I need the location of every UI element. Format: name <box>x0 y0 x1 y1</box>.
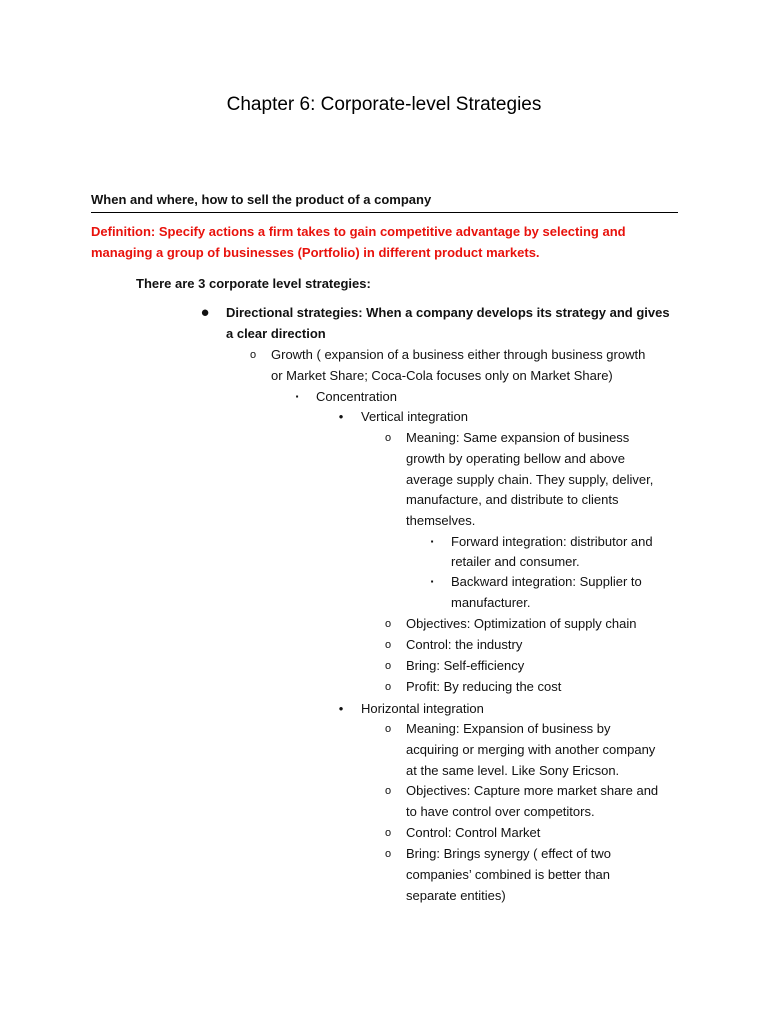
outline-h-meaning-2: acquiring or merging with another company <box>406 742 656 757</box>
section-heading: When and where, how to sell the product of a company <box>91 190 678 213</box>
outline-h-control: Control: Control Market <box>406 825 541 840</box>
outline-h-objectives-1: Objectives: Capture more market share and <box>406 783 659 798</box>
intro-text: There are 3 corporate level strategies: <box>136 276 371 291</box>
outline-growth-line1: Growth ( expansion of a business either through business growth <box>271 347 646 362</box>
outline-h-bring-2: companies’ combined is better than <box>406 867 611 882</box>
outline-growth-line2: or Market Share; Coca-Cola focuses only on Market Share) <box>271 368 613 383</box>
bullet-square-icon: ▪ <box>430 537 434 546</box>
outline-v-meaning-4: manufacture, and distribute to clients <box>406 492 619 507</box>
bullet-circle-icon: o <box>384 660 392 672</box>
bullet-circle-icon: o <box>384 432 392 444</box>
outline-backward-1: Backward integration: Supplier to <box>451 574 642 589</box>
outline-v-bring: Bring: Self-efficiency <box>406 658 525 673</box>
bullet-dot-icon: • <box>338 409 344 424</box>
outline-horizontal-integration: Horizontal integration <box>361 701 484 716</box>
definition-text: Definition: Specify actions a firm takes to gain competitive advantage by selecting and managing a group of businesses (Portfolio) in different product markets. <box>91 224 626 260</box>
bullet-circle-icon: o <box>384 618 392 630</box>
bullet-circle-icon: o <box>249 349 257 361</box>
outline-forward-2: retailer and consumer. <box>451 554 580 569</box>
outline-concentration: Concentration <box>316 389 397 404</box>
bullet-circle-icon: o <box>384 723 392 735</box>
outline-h-meaning-1: Meaning: Expansion of business by <box>406 721 611 736</box>
outline-v-meaning-1: Meaning: Same expansion of business <box>406 430 630 445</box>
bullet-circle-icon: o <box>384 848 392 860</box>
bullet-disc-icon: ● <box>200 304 210 321</box>
bullet-circle-icon: o <box>384 681 392 693</box>
chapter-title: Chapter 6: Corporate-level Strategies <box>226 94 542 115</box>
outline-directional-line1: Directional strategies: When a company develops its strategy and gives <box>226 305 670 320</box>
bullet-circle-icon: o <box>384 827 392 839</box>
outline-v-control: Control: the industry <box>406 637 523 652</box>
outline-h-bring-1: Bring: Brings synergy ( effect of two <box>406 846 611 861</box>
outline-directional-line2: a clear direction <box>226 326 326 341</box>
bullet-dot-icon: • <box>338 701 344 716</box>
bullet-square-icon: ▪ <box>430 577 434 586</box>
outline-h-bring-3: separate entities) <box>406 888 506 903</box>
outline-h-objectives-2: to have control over competitors. <box>406 804 595 819</box>
bullet-square-icon: ▪ <box>295 392 299 401</box>
bullet-circle-icon: o <box>384 639 392 651</box>
outline-forward-1: Forward integration: distributor and <box>451 534 653 549</box>
outline-v-meaning-2: growth by operating bellow and above <box>406 451 625 466</box>
outline-vertical-integration: Vertical integration <box>361 409 468 424</box>
outline-h-meaning-3: at the same level. Like Sony Ericson. <box>406 763 620 778</box>
outline-v-meaning-3: average supply chain. They supply, deliver, <box>406 472 654 487</box>
outline-v-meaning-5: themselves. <box>406 513 476 528</box>
bullet-circle-icon: o <box>384 785 392 797</box>
outline-v-objectives: Objectives: Optimization of supply chain <box>406 616 637 631</box>
outline-v-profit: Profit: By reducing the cost <box>406 679 562 694</box>
outline-backward-2: manufacturer. <box>451 595 531 610</box>
